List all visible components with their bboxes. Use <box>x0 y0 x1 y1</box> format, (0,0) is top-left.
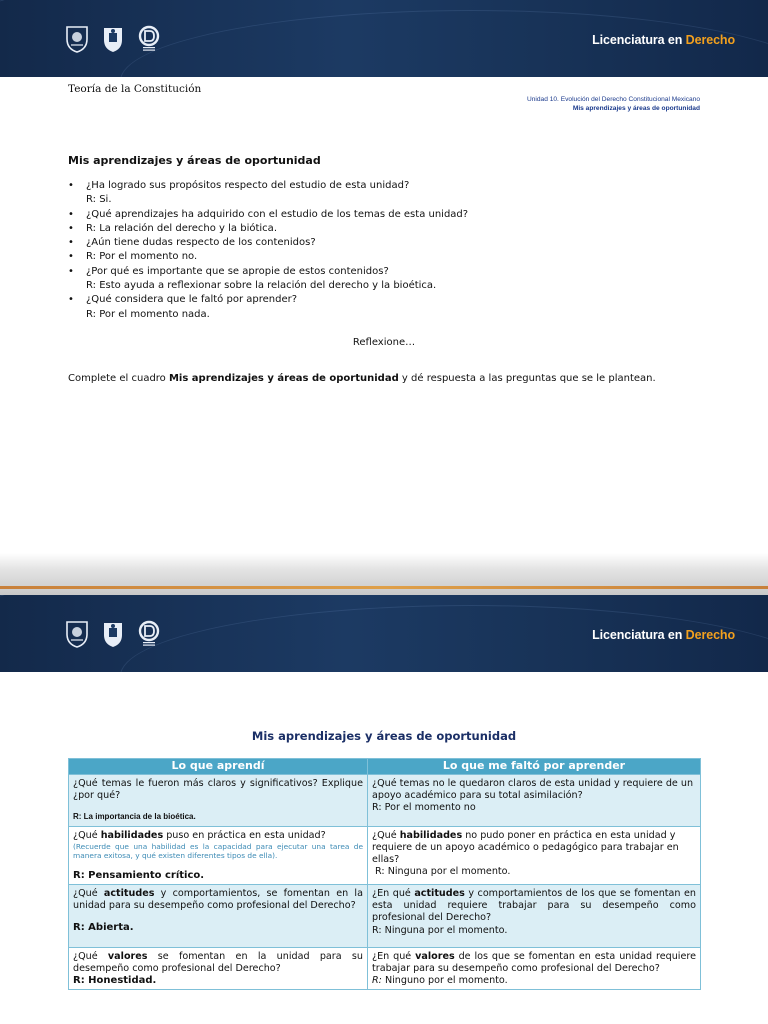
list-item: • ¿Aún tiene dudas respecto de los contenidos? <box>68 236 708 250</box>
list-item: • ¿Por qué es importante que se apropie de estos contenidos? <box>68 265 708 279</box>
text-span: y comportamientos, se fomentan en la unidad para su desempeño como profesional del Derecho? <box>73 888 363 912</box>
second-banner <box>0 595 768 672</box>
brand-accent: Derecho <box>685 33 735 47</box>
keyword: habilidades <box>399 829 463 841</box>
text-span: ¿Qué <box>73 950 108 962</box>
text-span: no pudo poner en práctica en esta unidad y requiere de un apoyo académico o pedagógico para trabajar en ellas? <box>372 829 679 866</box>
questions-list <box>68 179 708 322</box>
instruction-pre: Complete el cuadro <box>68 373 169 384</box>
cell-question: ¿Qué temas le fueron más claros y significativos? Explique ¿por qué? <box>73 778 363 802</box>
unit-title: Unidad 10. Evolución del Derecho Constitucional Mexicano <box>526 96 700 103</box>
table-cell <box>69 885 368 948</box>
faculty-shield-icon <box>100 24 126 54</box>
cell-question <box>73 888 363 912</box>
institution-logos-2 <box>64 619 162 649</box>
keyword: actitudes <box>414 888 465 900</box>
instruction-text <box>68 373 656 384</box>
cell-answer: R: Pensamiento crítico. <box>73 869 205 881</box>
unam-crest-icon <box>64 619 90 649</box>
text-span: de los que se fomentan en esta unidad requiere trabajar para su desempeño como profesional del Derecho? <box>372 950 696 974</box>
table-cell <box>368 885 701 948</box>
text-span: y comportamientos de los que se fomentan en esta unidad requiere trabajar para su desempeño como profesional del Derecho? <box>372 888 696 924</box>
table-cell <box>69 826 368 884</box>
table-cell <box>368 947 701 990</box>
table-row <box>69 947 701 990</box>
cell-question <box>372 830 696 867</box>
cell-question: ¿Qué temas no le quedaron claros de esta unidad y requiere de un apoyo académico para su total asimilación? <box>372 778 694 802</box>
col-header-missing: Lo que me faltó por aprender <box>368 759 701 775</box>
table-cell <box>368 826 701 884</box>
cell-hint: (Recuerde que una habilidad es la capacidad para ejecutar una tarea de manera exitosa, y qué existen diferentes tipos de ella). <box>73 841 363 860</box>
table-row <box>69 826 701 884</box>
list-item: • R: La relación del derecho y la biótica. <box>68 222 708 236</box>
list-item: • R: Por el momento no. <box>68 250 708 264</box>
list-item: • ¿Ha logrado sus propósitos respecto del estudio de esta unidad? <box>68 179 708 193</box>
cell-answer: R: Ninguna por el momento. <box>372 924 508 936</box>
cell-answer: R: Ninguna por el momento. <box>372 866 511 878</box>
text-span: ¿Qué <box>372 829 400 841</box>
cell-answer: R: Honestidad. <box>73 975 157 987</box>
table-row <box>69 885 701 948</box>
table-title: Mis aprendizajes y áreas de oportunidad <box>251 729 517 743</box>
list-item: R: Por el momento nada. <box>86 308 210 320</box>
col-header-learned: Lo que aprendí <box>69 759 368 775</box>
text-span: ¿Qué <box>73 888 104 900</box>
unit-header <box>527 95 700 113</box>
instruction-post: y dé respuesta a las preguntas que se le plantean. <box>398 373 656 384</box>
faculty-shield-icon <box>100 619 126 649</box>
keyword: valores <box>415 950 455 962</box>
cell-answer <box>372 975 696 987</box>
text-span: ¿Qué <box>73 829 101 841</box>
course-name: Teoría de la Constitución <box>68 83 202 95</box>
keyword: actitudes <box>103 888 155 900</box>
unam-crest-icon <box>64 24 90 54</box>
text-span: se fomentan en la unidad para su desempeño como profesional del Derecho? <box>73 950 363 974</box>
section-title: Mis aprendizajes y áreas de oportunidad <box>68 154 321 167</box>
separator-stripe <box>0 586 768 589</box>
unit-section: Mis aprendizajes y áreas de oportunidad <box>572 105 700 112</box>
brand-prefix: Licenciatura en <box>592 628 683 642</box>
cell-question <box>73 951 363 975</box>
cell-question <box>372 951 696 975</box>
reflexione-text: Reflexione… <box>352 337 416 348</box>
cell-question <box>372 888 696 925</box>
program-brand-2 <box>592 628 735 642</box>
list-item: • ¿Qué aprendizajes ha adquirido con el estudio de los temas de esta unidad? <box>68 208 708 222</box>
brand-prefix: Licenciatura en <box>592 33 683 47</box>
keyword: valores <box>107 950 148 962</box>
learning-table <box>68 758 701 990</box>
table-cell <box>69 947 368 990</box>
answer-prefix: R: <box>372 975 382 987</box>
cell-answer: R: Por el momento no <box>372 802 476 814</box>
list-item: R: Si. <box>86 194 112 206</box>
table-row <box>69 775 701 827</box>
table-cell <box>69 775 368 827</box>
text-span: puso en práctica en esta unidad? <box>163 829 326 841</box>
sua-logo-icon <box>136 619 162 649</box>
text-span: ¿En qué <box>372 888 415 900</box>
table-header-row <box>69 759 701 775</box>
text-span: ¿En qué <box>372 950 416 962</box>
list-item: R: Esto ayuda a reflexionar sobre la relación del derecho y la bioética. <box>86 280 437 292</box>
instruction-bold: Mis aprendizajes y áreas de oportunidad <box>168 373 399 384</box>
table-cell <box>368 775 701 827</box>
page-separator <box>0 553 768 595</box>
cell-answer: R: Abierta. <box>73 922 134 934</box>
top-banner <box>0 0 768 77</box>
sua-logo-icon <box>136 24 162 54</box>
program-brand <box>592 33 735 47</box>
institution-logos <box>64 24 162 54</box>
brand-accent: Derecho <box>685 628 735 642</box>
keyword: habilidades <box>100 829 164 841</box>
text-span: Ninguno por el momento. <box>381 975 508 987</box>
cell-answer: R: La importancia de la bioética. <box>73 812 196 822</box>
list-item: • ¿Qué considera que le faltó por aprender? <box>68 293 708 307</box>
cell-question <box>73 830 363 842</box>
